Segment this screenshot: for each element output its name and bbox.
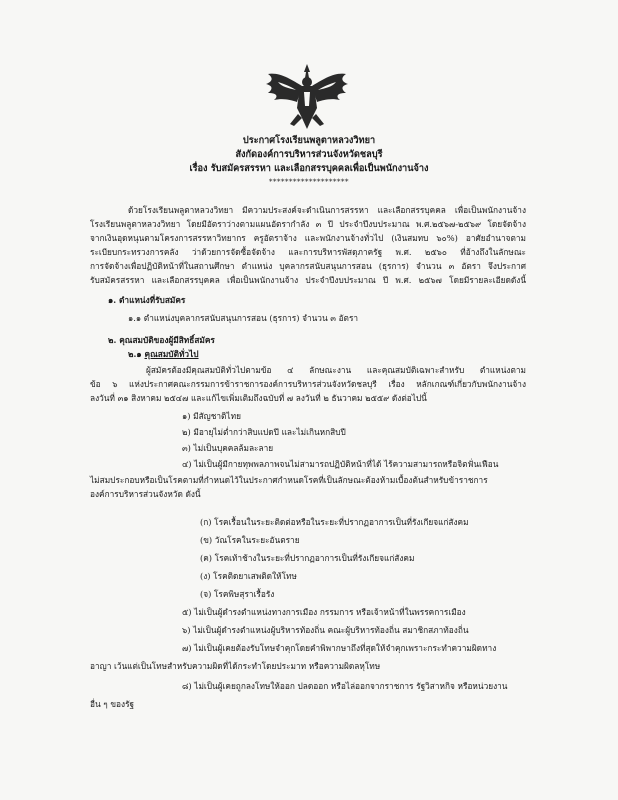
intro-line: การจัดจ้างเพื่อปฏิบัติหน้าที่ในสถานศึกษา ตำแหน่ง บุคลากรสนับสนุนการสอน (ธุรการ) จำนวน ๓ อัตรา จึงประกาศ (90, 261, 526, 271)
affiliation-title: สังกัดองค์การบริหารส่วนจังหวัดชลบุรี (235, 149, 383, 160)
qualification-item-cont: องค์การบริหารส่วนจังหวัด ดังนี้ (90, 489, 201, 499)
section1-item: ๑.๑ ตำแหน่งบุคลากรสนับสนุนการสอน (ธุรการ) จำนวน ๓ อัตรา (128, 313, 359, 323)
qualification-item: ๓) ไม่เป็นบุคคลล้มละลาย (182, 443, 274, 453)
disease-item: (ข) วัณโรคในระยะอันตราย (200, 535, 300, 545)
qualification-item: ๔) ไม่เป็นผู้มีกายทุพพลภาพจนไม่สามารถปฏิบัติหน้าที่ได้ ไร้ความสามารถหรือจิตฟั่นเฟือน (182, 459, 499, 469)
school-title: ประกาศโรงเรียนพลูตาหลวงวิทยา (242, 135, 376, 146)
intro-line: จากเงินอุดหนุนตามโครงการสรรหาวิทยากร ครูอัตราจ้าง และพนักงานจ้างทั่วไป (เงินสมทบ ๖๐%) อาศัยอำนาจตาม (90, 233, 526, 243)
garuda-emblem-icon (264, 62, 350, 130)
qualification-item: ๘) ไม่เป็นผู้เคยถูกลงโทษให้ออก ปลดออก หรือไล่ออกจากราชการ รัฐวิสาหกิจ หรือหน่วยงาน (182, 681, 508, 691)
disease-item: (จ) โรคพิษสุราเรื้อรัง (200, 589, 275, 599)
disease-item: (ค) โรคเท้าช้างในระยะที่ปรากฏอาการเป็นที่รังเกียจแก่สังคม (200, 553, 415, 563)
intro-line: รับสมัครสรรหา และเลือกสรรบุคคล เพื่อเป็นพนักงานจ้าง ประจำปีงบประมาณ ปี พ.ศ. ๒๕๖๗ โดยมีรายละเอียดดังนี้ (90, 275, 526, 285)
qualification-item: ๖) ไม่เป็นผู้ดำรงตำแหน่งผู้บริหารท้องถิ่น คณะผู้บริหารท้องถิ่น สมาชิกสภาท้องถิ่น (182, 625, 469, 635)
subsection-number: ๒.๑ (128, 349, 142, 359)
qualification-para-line: ผู้สมัครต้องมีคุณสมบัติทั่วไปตามข้อ ๔ ลักษณะงาน และคุณสมบัติเฉพาะสำหรับ ตำแหน่งตาม (146, 365, 526, 375)
section1-heading: ๑. ตำแหน่งที่รับสมัคร (108, 295, 186, 305)
qualification-item: ๑) มีสัญชาติไทย (182, 411, 241, 421)
qualification-para-line: ข้อ ๖ แห่งประกาศคณะกรรมการข้าราชการองค์การบริหารส่วนจังหวัดชลบุรี เรื่อง หลักเกณฑ์เกี่ยวกับพนักงานจ้าง (90, 379, 526, 389)
qualification-item: ๕) ไม่เป็นผู้ดำรงตำแหน่งทางการเมือง กรรมการ หรือเจ้าหน้าที่ในพรรคการเมือง (182, 607, 466, 617)
qualification-item-cont: อื่น ๆ ของรัฐ (90, 699, 135, 709)
section2-heading: ๒. คุณสมบัติของผู้มีสิทธิ์สมัคร (108, 335, 215, 345)
subsection-heading (128, 348, 199, 360)
subject-title: เรื่อง รับสมัครสรรหา และเลือกสรรบุคคลเพื่อเป็นพนักงานจ้าง (189, 163, 429, 174)
qualification-item: ๒) มีอายุไม่ต่ำกว่าสิบแปดปี และไม่เกินหกสิบปี (182, 427, 346, 437)
qualification-item-cont: ไม่สมประกอบหรือเป็นโรคตามที่กำหนดไว้ในประกาศกำหนดโรคที่เป็นลักษณะต้องห้ามเบื้องต้นสำหรับข้าราชการ (90, 475, 488, 485)
disease-item: (ง) โรคติดยาเสพติดให้โทษ (200, 571, 297, 581)
intro-line: ด้วยโรงเรียนพลูตาหลวงวิทยา มีความประสงค์จะดำเนินการสรรหา และเลือกสรรบุคคล เพื่อเป็นพนักงานจ้าง (128, 205, 526, 215)
subsection-title: คุณสมบัติทั่วไป (144, 349, 199, 359)
qualification-para-line: ลงวันที่ ๓๑ สิงหาคม ๒๕๔๗ และแก้ไขเพิ่มเติมถึงฉบับที่ ๗ ลงวันที่ ๒ ธันวาคม ๒๕๕๙ ดังต่อไปนี้ (90, 393, 427, 403)
qualification-item-cont: อาญา เว้นแต่เป็นโทษสำหรับความผิดที่ได้กระทำโดยประมาท หรือความผิดลหุโทษ (90, 661, 381, 671)
disease-item: (ก) โรคเรื้อนในระยะติดต่อหรือในระยะที่ปรากฏอาการเป็นที่รังเกียจแก่สังคม (200, 517, 469, 527)
intro-line: โรงเรียนพลูตาหลวงวิทยา โดยมีอัตราว่างตามแผนอัตรากำลัง ๓ ปี ประจำปีงบประมาณ พ.ศ.๒๕๖๗-๒๕๖๙ โดยจัดจ้าง (90, 219, 526, 229)
qualification-item: ๗) ไม่เป็นผู้เคยต้องรับโทษจำคุกโดยคำพิพากษาถึงที่สุดให้จำคุกเพราะกระทำความผิดทาง (182, 643, 497, 653)
intro-line: ระเบียบกระทรวงการคลัง ว่าด้วยการจัดซื้อจัดจ้าง และการบริหารพัสดุภาครัฐ พ.ศ. ๒๕๖๐ ที่อ้างถึงในลักษณะ (90, 247, 526, 257)
separator-stars: ******************** (269, 178, 349, 186)
